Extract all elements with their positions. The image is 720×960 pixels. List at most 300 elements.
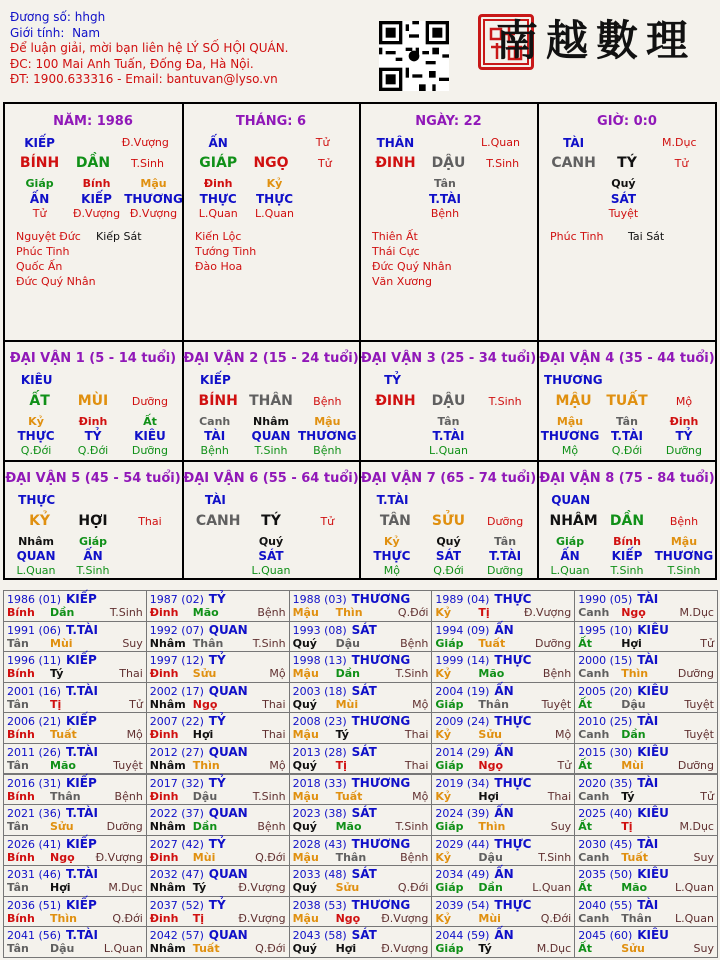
dai-van-can-ten-god: QUAN	[551, 493, 591, 507]
pillar-chi: NGỌ	[253, 155, 289, 171]
year-chi: Thân	[621, 911, 652, 925]
year-chi: Tý	[621, 789, 635, 803]
year-chi: Ngọ	[621, 606, 646, 619]
dai-van-title: ĐẠI VẬN 6 (55 - 64 tuổi)	[183, 471, 359, 486]
year-can: Nhâm	[149, 881, 186, 895]
year-label: 2021 (36)	[7, 807, 62, 821]
year-chi: Ngọ	[192, 697, 218, 711]
year-cell	[574, 712, 718, 744]
year-ten-god: TỶ	[208, 653, 226, 668]
year-can: Nhâm	[149, 820, 186, 834]
hidden-can: Nhâm	[18, 535, 54, 548]
year-can: Đinh	[149, 850, 179, 864]
star-item: Kiếp Sát	[96, 230, 142, 243]
year-can: Giáp	[435, 820, 464, 834]
year-ten-god: ẤN	[494, 928, 514, 943]
dai-van-chi-ts: Dưỡng	[487, 515, 524, 528]
gioi-tinh: Nam	[72, 25, 101, 40]
year-label: 1999 (14)	[435, 654, 490, 668]
year-cell	[574, 621, 718, 653]
hidden-can: Đinh	[669, 415, 699, 428]
year-can: Mậu	[292, 911, 319, 925]
year-cell	[289, 682, 433, 714]
year-cell	[574, 743, 718, 775]
year-state: L.Quan	[675, 881, 714, 895]
year-chi: Tuất	[335, 789, 363, 803]
hidden-ten-god: THỰC	[17, 429, 55, 443]
year-chi: Ngọ	[335, 911, 361, 925]
year-ten-god: KIẾP	[66, 714, 97, 729]
hidden-state: Bệnh	[200, 444, 229, 457]
year-chi: Thân	[50, 789, 81, 803]
year-ten-god: KIẾP	[66, 592, 97, 606]
year-label: 2013 (28)	[292, 745, 347, 759]
year-can: Kỷ	[435, 850, 452, 864]
year-label: 2024 (39)	[435, 807, 490, 821]
year-can: Kỷ	[435, 606, 452, 619]
year-ten-god: KIẾP	[66, 653, 97, 668]
year-can: Canh	[578, 606, 610, 619]
year-can: Nhâm	[149, 758, 186, 772]
year-cell	[431, 651, 575, 683]
year-can: Tân	[7, 881, 29, 895]
year-state: T.Sinh	[538, 850, 572, 864]
year-chi: Mão	[335, 820, 362, 834]
year-can: Tân	[7, 697, 29, 711]
year-state: Q.Đới	[255, 942, 286, 956]
year-can: Quý	[292, 758, 317, 772]
dai-van-can-ten-god: TÀI	[204, 493, 226, 507]
year-label: 2001 (16)	[7, 684, 62, 698]
year-ten-god: TỶ	[208, 775, 226, 790]
hidden-can: Đinh	[203, 177, 233, 190]
pillar-chi-ts: Tử	[317, 157, 332, 170]
year-state: T.Sinh	[252, 636, 286, 650]
year-chi: Hợi	[478, 789, 499, 803]
pillar-chi-ts: Tử	[674, 157, 689, 170]
year-state: Tử	[129, 697, 143, 711]
year-chi: Dần	[478, 881, 503, 895]
year-cell	[3, 835, 147, 867]
year-ten-god: THƯƠNG	[351, 836, 411, 851]
hidden-ten-god: TÀI	[204, 429, 226, 443]
year-ten-god: ẤN	[494, 867, 514, 882]
year-can: Mậu	[292, 606, 319, 619]
year-state: Đ.Vượng	[381, 942, 429, 956]
year-can: Giáp	[435, 942, 464, 956]
year-state: Mộ	[554, 728, 572, 742]
year-ten-god: ẤN	[494, 744, 514, 759]
dai-van-title: ĐẠI VẬN 7 (65 - 74 tuổi)	[360, 471, 537, 486]
year-ten-god: THƯƠNG	[351, 653, 411, 668]
year-can: Mậu	[292, 850, 319, 864]
year-cell	[3, 743, 147, 775]
pillar-can: CANH	[551, 155, 596, 171]
year-label: 1991 (06)	[7, 623, 62, 637]
year-label: 2004 (19)	[435, 684, 490, 698]
year-label: 1996 (11)	[7, 654, 62, 668]
dai-van-title: ĐẠI VẬN 8 (75 - 84 tuổi)	[539, 471, 715, 486]
year-state: Dưỡng	[677, 758, 714, 772]
year-chi: Mão	[478, 667, 505, 681]
hidden-state: L.Quan	[429, 444, 468, 457]
year-state: Dưỡng	[535, 636, 572, 650]
year-cell	[146, 651, 290, 683]
year-cell	[146, 712, 290, 744]
star-item: Nguyệt Đức	[16, 230, 81, 243]
hidden-ten-god: T.TÀI	[489, 549, 522, 563]
year-state: Bệnh	[400, 636, 429, 650]
year-label: 1993 (08)	[292, 623, 347, 637]
year-cell	[431, 621, 575, 653]
year-cell	[431, 682, 575, 714]
dai-van-can: TÂN	[379, 513, 411, 529]
year-can: Nhâm	[149, 636, 186, 650]
year-cell	[146, 896, 290, 928]
year-state: T.Sinh	[252, 789, 286, 803]
year-ten-god: TÀI	[637, 714, 659, 729]
dai-van-chi-ts: T.Sinh	[488, 395, 522, 408]
year-chi: Tị	[192, 911, 205, 925]
year-chi: Tuất	[192, 942, 220, 956]
year-label: 1997 (12)	[149, 654, 204, 668]
dai-van-chi-ts: Dưỡng	[131, 395, 169, 408]
year-state: L.Quan	[532, 881, 572, 895]
year-chi: Mùi	[192, 850, 216, 864]
year-label: 2023 (38)	[292, 807, 347, 821]
year-can: Đinh	[149, 789, 179, 803]
pillar-chi-state: Đ.Vượng	[121, 136, 169, 149]
year-can: Bính	[7, 789, 35, 803]
year-label: 1989 (04)	[435, 593, 490, 606]
duong-so: Đương số: hhgh	[10, 10, 106, 24]
year-state: Bệnh	[114, 789, 143, 803]
year-ten-god: THƯƠNG	[351, 897, 411, 912]
pillar-chi: DẦN	[75, 155, 111, 171]
year-cell	[289, 621, 433, 653]
year-cell	[289, 590, 433, 622]
year-label: 2040 (55)	[578, 898, 633, 912]
year-label: 2006 (21)	[7, 715, 62, 729]
year-cell	[574, 865, 718, 897]
year-state: Đ.Vượng	[381, 911, 429, 925]
year-label: 2042 (57)	[149, 929, 204, 943]
dai-van-chi-ts: Bệnh	[669, 515, 699, 528]
year-label: 2032 (47)	[149, 868, 204, 882]
hidden-state: Dưỡng	[665, 444, 703, 457]
year-ten-god: T.TÀI	[66, 928, 98, 943]
year-state: L.Quan	[675, 911, 714, 925]
star-item: Thái Cực	[372, 245, 420, 258]
year-can: Tân	[7, 942, 29, 956]
year-ten-god: THƯƠNG	[351, 714, 411, 729]
year-cell	[431, 712, 575, 744]
dai-van-chi: MÙI	[77, 393, 109, 409]
year-chi: Tý	[50, 667, 64, 681]
year-chi: Dần	[50, 606, 75, 619]
year-label: 2011 (26)	[7, 745, 62, 759]
year-ten-god: QUAN	[208, 806, 248, 821]
year-cell	[146, 926, 290, 958]
hidden-can: Giáp	[25, 177, 54, 190]
year-ten-god: KIẾP	[66, 775, 97, 790]
pillar-can-ten-god: TÀI	[563, 136, 585, 150]
year-can: Nhâm	[149, 942, 186, 956]
year-label: 2038 (53)	[292, 898, 347, 912]
hidden-can: Nhâm	[253, 415, 289, 428]
dai-van-chi: DẦN	[609, 513, 645, 529]
hidden-ten-god: KIÊU	[134, 429, 166, 443]
dai-van-title: ĐẠI VẬN 1 (5 - 14 tuổi)	[9, 351, 177, 366]
year-can: Bính	[7, 728, 35, 742]
hidden-can: Tân	[437, 415, 460, 428]
divider	[3, 460, 717, 462]
dai-van-can: KỶ	[29, 513, 51, 529]
year-chi: Thìn	[50, 911, 77, 925]
year-label: 2030 (45)	[578, 837, 633, 851]
dai-van-can: MẬU	[555, 393, 592, 409]
hidden-can: Quý	[436, 535, 461, 548]
hidden-ten-god: SÁT	[610, 192, 637, 206]
dai-van-chi: HỢI	[78, 513, 108, 529]
year-chi: Dậu	[50, 942, 75, 956]
year-can: Ất	[578, 881, 592, 895]
pillar-chi-state: M.Dục	[662, 136, 697, 149]
hidden-can: Tân	[434, 177, 456, 190]
qr-code	[379, 21, 449, 91]
star-item: Quốc Ấn	[16, 260, 63, 273]
year-chi: Tị	[335, 758, 347, 772]
year-can: Giáp	[435, 758, 464, 772]
year-state: Tuyệt	[684, 697, 714, 711]
year-label: 2015 (30)	[578, 745, 633, 759]
year-ten-god: SÁT	[351, 806, 377, 821]
year-chi: Dần	[192, 820, 218, 834]
year-cell	[146, 590, 290, 622]
pillar-title: THÁNG: 6	[235, 114, 307, 129]
year-can: Kỷ	[435, 911, 452, 925]
year-label: 1990 (05)	[578, 593, 633, 606]
pillar-chi-state: L.Quan	[480, 136, 520, 149]
dai-van-can-ten-god: THƯƠNG	[544, 373, 603, 387]
year-cell	[146, 743, 290, 775]
year-cell	[431, 743, 575, 775]
year-cell	[574, 590, 718, 622]
year-label: 2010 (25)	[578, 715, 633, 729]
year-state: T.Sinh	[395, 820, 429, 834]
dai-van-chi: THÂN	[249, 393, 293, 409]
year-ten-god: QUAN	[208, 683, 248, 698]
year-cell	[289, 804, 433, 836]
year-chi: Tị	[621, 820, 633, 834]
hidden-state: L.Quan	[16, 564, 56, 577]
year-label: 2008 (23)	[292, 715, 347, 729]
year-chi: Hợi	[621, 636, 642, 650]
year-chi: Sửu	[50, 820, 74, 834]
year-state: Mộ	[412, 697, 429, 711]
year-chi: Thân	[192, 636, 224, 650]
year-ten-god: T.TÀI	[66, 806, 98, 821]
year-cell	[146, 774, 290, 806]
year-chi: Hợi	[192, 728, 214, 742]
year-label: 2009 (24)	[435, 715, 490, 729]
year-cell	[146, 621, 290, 653]
year-ten-god: T.TÀI	[66, 867, 98, 882]
year-ten-god: SÁT	[351, 928, 377, 943]
year-cell	[289, 926, 433, 958]
year-cell	[289, 896, 433, 928]
year-label: 1987 (02)	[149, 593, 204, 606]
year-state: Thai	[119, 667, 143, 681]
dai-van-chi-ts: Mộ	[675, 395, 693, 408]
year-label: 2002 (17)	[149, 684, 204, 698]
hidden-state: T.Sinh	[610, 564, 644, 577]
year-cell	[146, 682, 290, 714]
year-label: 2012 (27)	[149, 745, 204, 759]
year-chi: Dậu	[478, 850, 503, 864]
hidden-state: L.Quan	[198, 207, 238, 220]
year-can: Quý	[292, 942, 317, 956]
year-chi: Sửu	[478, 728, 502, 742]
year-chi: Thìn	[335, 606, 363, 619]
year-label: 2026 (41)	[7, 837, 62, 851]
year-chi: Mùi	[50, 636, 73, 650]
year-state: Tử	[557, 758, 572, 772]
brand-title: 南越數理	[496, 16, 697, 65]
year-cell	[574, 896, 718, 928]
hidden-can: Quý	[611, 177, 636, 190]
hidden-can: Kỷ	[384, 535, 400, 548]
pillar-title: NGÀY: 22	[415, 114, 482, 129]
hidden-can: Kỷ	[28, 415, 44, 428]
dai-van-chi-ts: Thai	[138, 515, 162, 528]
year-label: 2025 (40)	[578, 807, 633, 821]
year-state: Q.Đới	[397, 606, 429, 619]
year-state: Q.Đới	[397, 881, 429, 895]
pillar-can-ten-god: THÂN	[376, 136, 415, 150]
star-item: Kiến Lộc	[195, 230, 242, 243]
year-label: 2031 (46)	[7, 868, 62, 882]
year-can: Canh	[578, 850, 610, 864]
year-label: 2044 (59)	[435, 929, 490, 943]
year-label: 2041 (56)	[7, 929, 62, 943]
hidden-ten-god: TỶ	[675, 429, 693, 443]
year-label: 2018 (33)	[292, 776, 347, 790]
contact-line-2: ĐC: 100 Mai Anh Tuấn, Đống Đa, Hà Nội.	[10, 56, 254, 71]
hidden-state: T.Sinh	[76, 564, 110, 577]
year-chi: Tý	[478, 942, 492, 956]
dai-van-title: ĐẠI VẬN 5 (45 - 54 tuổi)	[5, 471, 181, 486]
year-state: Dưỡng	[106, 820, 143, 834]
year-label: 2022 (37)	[149, 807, 204, 821]
year-cell	[574, 804, 718, 836]
year-can: Ất	[578, 758, 592, 772]
year-can: Đinh	[149, 728, 179, 742]
hidden-state: L.Quan	[251, 564, 291, 577]
year-ten-god: SÁT	[351, 867, 377, 882]
year-chi: Thân	[478, 697, 509, 711]
divider	[3, 340, 717, 342]
hidden-state: Dưỡng	[131, 444, 169, 457]
pillar-stars-right	[96, 229, 142, 244]
year-can: Đinh	[149, 667, 179, 681]
hidden-state: Q.Đới	[611, 444, 643, 457]
year-cell	[146, 865, 290, 897]
year-ten-god: TÀI	[637, 653, 659, 668]
dai-van-chi: SỬU	[431, 513, 466, 529]
year-can: Tân	[7, 820, 29, 834]
year-chi: Tý	[192, 881, 207, 895]
year-chi: Ngọ	[478, 758, 504, 772]
hidden-ten-god: THƯƠNG	[540, 429, 600, 443]
year-cell	[3, 651, 147, 683]
pillar-stars-left	[195, 229, 256, 274]
year-chi: Tý	[335, 728, 349, 742]
year-state: Mộ	[126, 728, 143, 742]
year-can: Giáp	[435, 636, 464, 650]
hidden-ten-god: T.TÀI	[428, 192, 461, 206]
year-chi: Sửu	[621, 942, 645, 956]
dai-van-can-ten-god: T.TÀI	[376, 493, 409, 507]
year-can: Bính	[7, 911, 35, 925]
year-can: Canh	[578, 728, 610, 742]
year-cell	[3, 865, 147, 897]
hidden-ten-god: TỶ	[84, 429, 102, 443]
year-cell	[3, 804, 147, 836]
hidden-ten-god: T.TÀI	[611, 429, 643, 443]
year-ten-god: TỶ	[208, 897, 226, 912]
year-can: Quý	[292, 820, 317, 834]
year-ten-god: QUAN	[208, 744, 248, 759]
year-chi: Mùi	[621, 758, 644, 772]
year-chi: Thìn	[192, 758, 220, 772]
year-state: Tử	[700, 789, 714, 803]
dai-van-chi: TUẤT	[606, 393, 648, 409]
year-label: 1994 (09)	[435, 623, 490, 637]
hidden-state: T.Sinh	[254, 444, 288, 457]
hidden-can: Kỷ	[266, 177, 283, 190]
year-label: 2037 (52)	[149, 898, 204, 912]
year-ten-god: T.TÀI	[66, 744, 98, 759]
year-ten-god: TỶ	[208, 836, 226, 851]
year-cell	[289, 743, 433, 775]
year-can: Tân	[7, 758, 29, 772]
year-label: 1995 (10)	[578, 623, 633, 637]
year-cell	[431, 926, 575, 958]
hidden-can: Mậu	[140, 177, 167, 190]
year-ten-god: SÁT	[351, 744, 377, 759]
year-state: Thai	[547, 789, 572, 803]
year-state: M.Dục	[679, 606, 714, 619]
hidden-can: Tân	[494, 535, 517, 548]
year-cell	[431, 896, 575, 928]
dai-van-title: ĐẠI VẬN 2 (15 - 24 tuổi)	[183, 351, 359, 366]
hidden-ten-god: KIẾP	[81, 192, 112, 206]
year-state: M.Dục	[536, 942, 572, 956]
year-label: 2036 (51)	[7, 898, 62, 912]
year-label: 2033 (48)	[292, 868, 347, 882]
hidden-ten-god: SÁT	[435, 549, 462, 563]
year-ten-god: ẤN	[494, 806, 514, 821]
header-info	[10, 10, 288, 88]
year-can: Bính	[7, 606, 35, 619]
year-label: 2035 (50)	[578, 868, 633, 882]
year-ten-god: THỰC	[494, 714, 532, 729]
year-grid	[3, 590, 717, 957]
year-cell	[574, 926, 718, 958]
pillar-chi: DẬU	[431, 155, 466, 171]
year-state: Tuyệt	[684, 728, 714, 742]
